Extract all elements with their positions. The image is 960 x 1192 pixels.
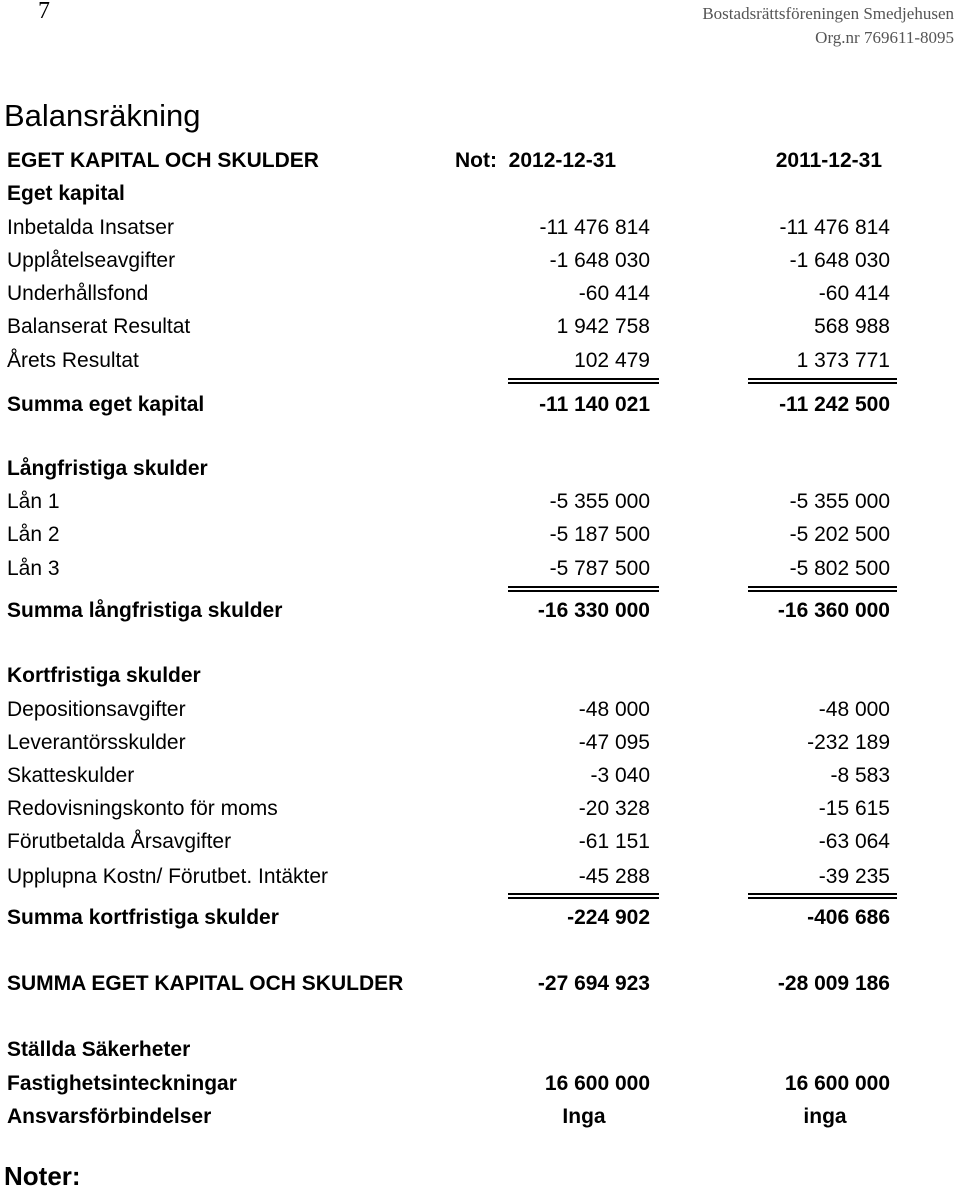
fastighetsinteckningar-row <box>7 1068 952 1100</box>
row-label: Ansvarsförbindelser <box>7 1105 212 1128</box>
row-value-2011: 16 600 000 <box>784 1072 890 1095</box>
kortfristiga-heading-row <box>7 660 952 692</box>
grand-total-label: SUMMA EGET KAPITAL OCH SKULDER <box>7 972 404 995</box>
row-value-2011: 1 373 771 <box>796 349 890 372</box>
langfristiga-heading-row <box>7 453 952 485</box>
table-row <box>7 519 952 551</box>
row-value-2011: -60 414 <box>818 282 890 305</box>
row-value-2011: inga <box>803 1105 847 1128</box>
row-value-2011: -5 355 000 <box>789 490 890 513</box>
eget-kapital-heading-row <box>7 178 952 210</box>
total-label: Summa långfristiga skulder <box>7 599 283 622</box>
total-label: Summa eget kapital <box>7 393 205 416</box>
row-value-2012: -1 648 030 <box>549 249 650 272</box>
org-name: Bostadsrättsföreningen Smedjehusen <box>702 4 954 23</box>
row-value-2012: -48 000 <box>578 698 650 721</box>
page-title: Balansräkning <box>4 98 201 133</box>
double-underline <box>508 378 659 384</box>
double-underline <box>748 893 897 899</box>
table-row <box>7 212 952 244</box>
row-label: Inbetalda Insatser <box>7 216 174 239</box>
total-value-2012: -16 330 000 <box>537 599 650 622</box>
row-label: Upplåtelseavgifter <box>7 249 176 272</box>
grand-total-value-2012: -27 694 923 <box>537 972 650 995</box>
row-value-2012: -60 414 <box>578 282 650 305</box>
grand-total-value-2011: -28 009 186 <box>777 972 890 995</box>
table-row <box>7 760 952 792</box>
row-value-2012: -5 187 500 <box>549 523 650 546</box>
table-row <box>7 486 952 518</box>
note-and-year1-header <box>455 145 616 177</box>
row-value-2012: 1 942 758 <box>556 315 650 338</box>
double-underline <box>508 893 659 899</box>
row-value-2011: -11 476 814 <box>779 216 890 239</box>
row-label: Lån 2 <box>7 523 60 546</box>
table-row <box>7 826 952 858</box>
row-value-2011: -5 802 500 <box>789 557 890 580</box>
year1-header: 2012-12-31 <box>508 149 617 172</box>
row-label: Depositionsavgifter <box>7 698 186 721</box>
row-label: Underhållsfond <box>7 282 149 305</box>
total-value-2011: -16 360 000 <box>777 599 890 622</box>
row-label: Fastighetsinteckningar <box>7 1072 237 1095</box>
total-row <box>7 595 952 627</box>
ansvarsforbindelser-row <box>7 1101 952 1133</box>
kortfristiga-heading: Kortfristiga skulder <box>7 664 201 687</box>
table-row <box>7 311 952 343</box>
section-heading: EGET KAPITAL OCH SKULDER <box>7 149 319 172</box>
row-value-2011: -1 648 030 <box>789 249 890 272</box>
row-value-2012: -61 151 <box>578 830 650 853</box>
table-row <box>7 861 952 893</box>
row-value-2011: 568 988 <box>814 315 890 338</box>
stallda-heading-row <box>7 1034 952 1066</box>
table-row <box>7 694 952 726</box>
row-label: Upplupna Kostn/ Förutbet. Intäkter <box>7 865 329 888</box>
row-label: Skatteskulder <box>7 764 135 787</box>
row-label: Lån 1 <box>7 490 60 513</box>
row-value-2012: 102 479 <box>574 349 650 372</box>
row-value-2011: -15 615 <box>818 797 890 820</box>
org-header <box>702 2 954 50</box>
table-row <box>7 793 952 825</box>
total-row <box>7 902 952 934</box>
eget-kapital-heading: Eget kapital <box>7 182 125 205</box>
org-number: Org.nr 769611-8095 <box>815 28 954 47</box>
langfristiga-heading: Långfristiga skulder <box>7 457 208 480</box>
table-row <box>7 345 952 377</box>
row-value-2011: -232 189 <box>807 731 890 754</box>
row-value-2011: -5 202 500 <box>789 523 890 546</box>
row-value-2012: -20 328 <box>578 797 650 820</box>
notes-heading: Noter: <box>4 1161 81 1191</box>
row-value-2011: -8 583 <box>830 764 890 787</box>
row-value-2012: -5 787 500 <box>549 557 650 580</box>
not-label: Not: <box>455 149 497 172</box>
total-value-2012: -11 140 021 <box>539 393 650 416</box>
column-header-row <box>7 145 952 177</box>
total-value-2011: -11 242 500 <box>779 393 890 416</box>
total-value-2012: -224 902 <box>567 906 650 929</box>
row-label: Redovisningskonto för moms <box>7 797 278 820</box>
row-value-2011: -48 000 <box>818 698 890 721</box>
row-label: Förutbetalda Årsavgifter <box>7 830 232 853</box>
table-row <box>7 727 952 759</box>
row-value-2012: -5 355 000 <box>549 490 650 513</box>
double-underline <box>508 586 659 592</box>
row-value-2012: -11 476 814 <box>539 216 650 239</box>
row-label: Leverantörsskulder <box>7 731 186 754</box>
row-value-2011: -63 064 <box>818 830 890 853</box>
table-row <box>7 245 952 277</box>
row-label: Balanserat Resultat <box>7 315 191 338</box>
year2-header: 2011-12-31 <box>775 149 882 172</box>
table-row <box>7 553 952 585</box>
row-label: Lån 3 <box>7 557 60 580</box>
page-number: 7 <box>38 0 50 24</box>
row-value-2012: Inga <box>562 1105 606 1128</box>
total-value-2011: -406 686 <box>807 906 890 929</box>
grand-total-row <box>7 968 952 1000</box>
row-value-2012: 16 600 000 <box>544 1072 650 1095</box>
total-row <box>7 389 952 421</box>
row-value-2012: -3 040 <box>590 764 650 787</box>
table-row <box>7 278 952 310</box>
row-value-2012: -47 095 <box>578 731 650 754</box>
row-value-2011: -39 235 <box>818 865 890 888</box>
row-label: Årets Resultat <box>7 349 139 372</box>
row-value-2012: -45 288 <box>578 865 650 888</box>
stallda-heading: Ställda Säkerheter <box>7 1038 191 1061</box>
total-label: Summa kortfristiga skulder <box>7 906 279 929</box>
double-underline <box>748 378 897 384</box>
double-underline <box>748 586 897 592</box>
